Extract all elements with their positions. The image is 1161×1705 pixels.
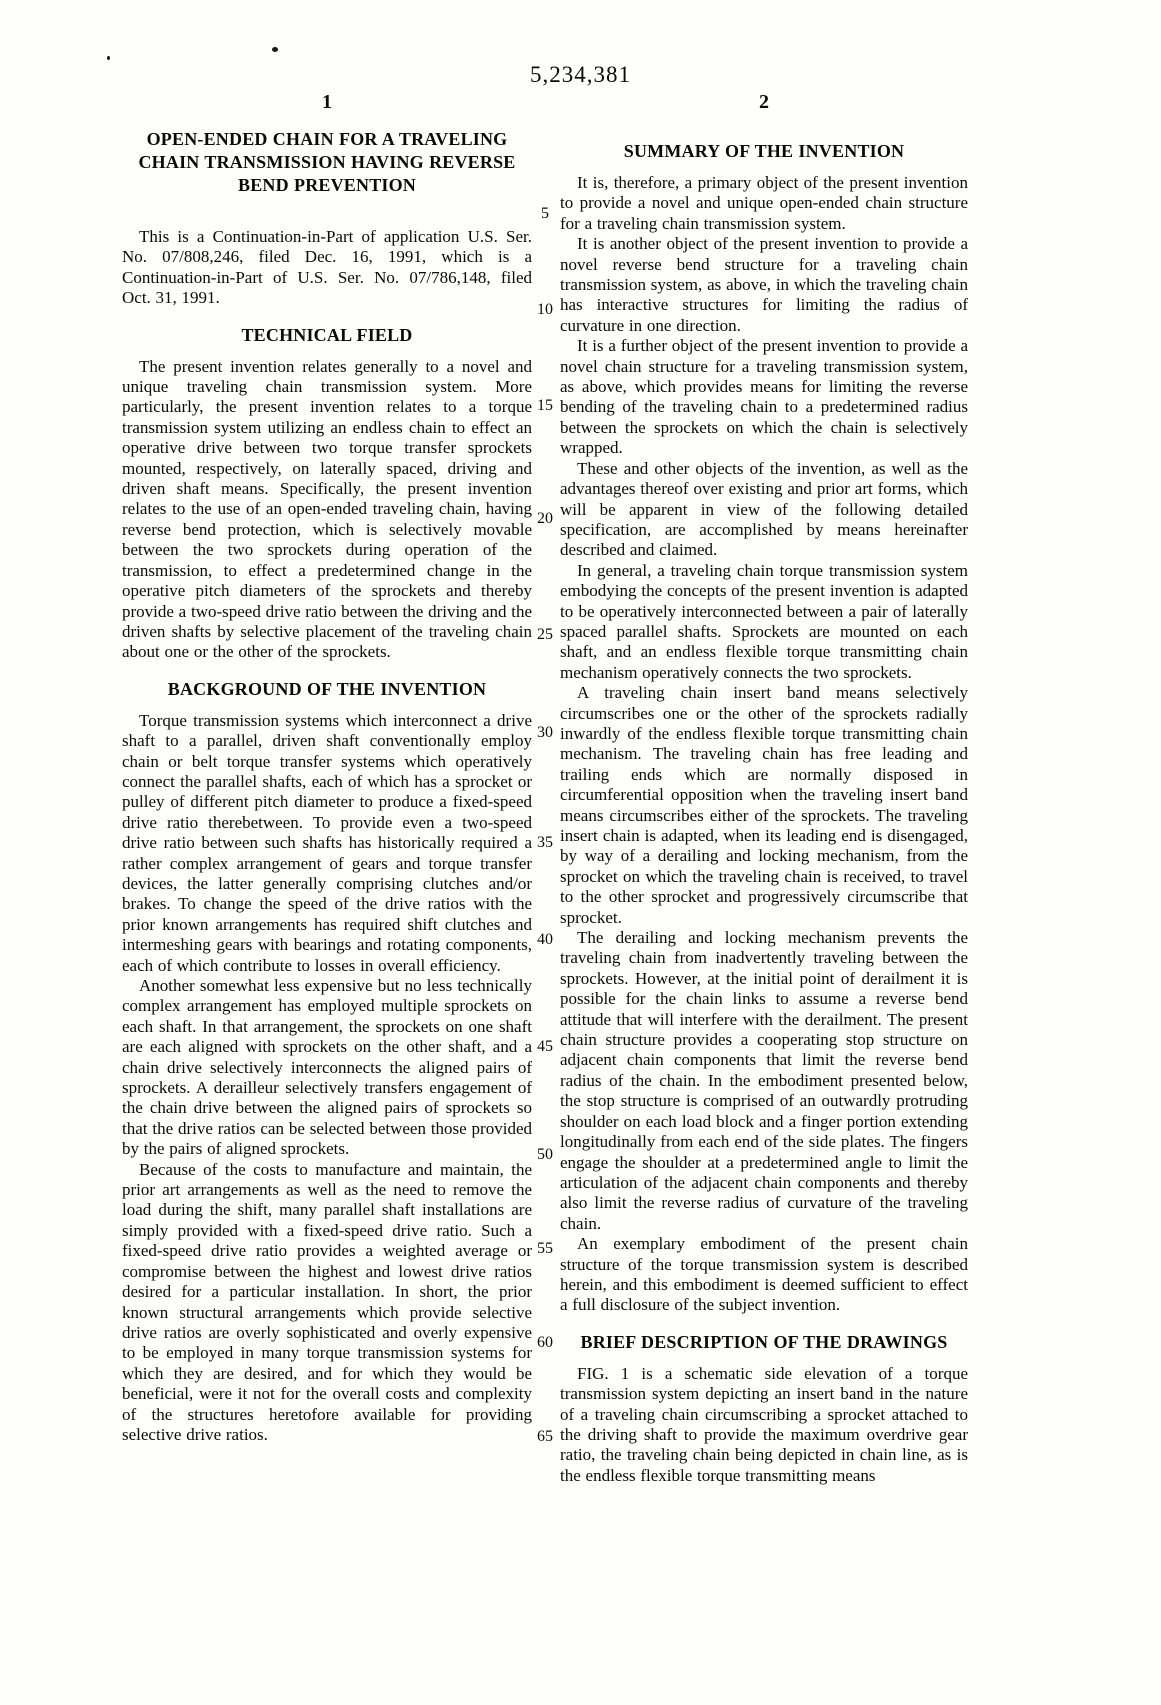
- line-number-35: 35: [537, 834, 553, 851]
- line-number-45: 45: [537, 1038, 553, 1055]
- paragraph: A traveling chain insert band means selectively circumscribes one or the other of the sprockets radially inwardly of the endless flexible torque transmitting chain mechanism. The traveling chain has free leading and trailing ends which are normally disposed in circumferential opposition when the traveling insert band means circumscribes either of the sprockets. The traveling insert chain is adapted, when its leading end is disengaged, by way of a derailing and locking mechanism, from the sprocket on which the traveling chain is received, to travel to the other sprocket and progressively circumscribe that sprocket.: [560, 683, 968, 927]
- patent-number: 5,234,381: [530, 62, 631, 87]
- column-number-1: 1: [322, 91, 332, 113]
- line-number-20: 20: [537, 510, 553, 527]
- paragraph: FIG. 1 is a schematic side elevation of a torque transmission system depicting an insert band in the nature of a traveling chain circumscribing a sprocket attached to the driving shaft to provide the maximum overdrive gear ratio, the traveling chain being depicted in chain line, as is the endless flexible torque transmitting means: [560, 1363, 968, 1485]
- line-number-15: 15: [537, 397, 553, 414]
- scan-speck: [107, 56, 110, 60]
- paragraph: This is a Continuation-in-Part of application U.S. Ser. No. 07/808,246, filed Dec. 16, 1991, which is a Continuation-in-Part of U.S. Ser. No. 07/786,148, filed Oct. 31, 1991.: [122, 227, 532, 308]
- paragraph: Torque transmission systems which interconnect a drive shaft to a parallel, driven shaft conventionally employ chain or belt torque transfer systems which operatively connect the parallel shafts, each of which has a sprocket or pulley of different pitch diameter to produce a fixed-speed drive ratio therebetween. To provide even a two-speed drive ratio between such shafts has historically required a rather complex arrangement of gears and torque transfer devices, the latter generally comprising clutches and/or brakes. To change the speed of the drive ratios with the prior known arrangements has required shift clutches and intermeshing gears with bearings and rotating components, each of which contribute to losses in overall efficiency.: [122, 710, 532, 975]
- line-number-60: 60: [537, 1334, 553, 1351]
- paragraph: The present invention relates generally to a novel and unique traveling chain transmission system. More particularly, the present invention relates to a torque transmission system utilizing an endless chain to effect an operative drive between two torque transfer sprockets mounted, respectively, on laterally spaced, driving and driven shaft means. Specifically, the present invention relates to the use of an open-ended traveling chain, having reverse bend protection, which is selectively movable between the two sprockets during operation of the transmission, to effect a predetermined change in the operative pitch diameters of the sprockets and thereby provide a two-speed drive ratio between the driving and the driven shafts by selective placement of the traveling chain about one or the other of the sprockets.: [122, 356, 533, 662]
- paragraph: It is, therefore, a primary object of the present invention to provide a novel and unique open-ended chain structure for a traveling chain transmission system.: [560, 173, 968, 233]
- section-heading: SUMMARY OF THE INVENTION: [623, 141, 905, 161]
- line-number-5: 5: [541, 205, 549, 222]
- column-2-text: [560, 140, 968, 1486]
- line-number-55: 55: [537, 1240, 553, 1257]
- paragraph: It is a further object of the present invention to provide a novel chain structure for a traveling transmission system, as above, which provides means for limiting the reverse bending of the traveling chain to a predetermined radius between the sprockets on which the chain is selectively wrapped.: [560, 336, 968, 458]
- section-heading: TECHNICAL FIELD: [241, 324, 413, 345]
- section-heading: BRIEF DESCRIPTION OF THE DRAWINGS: [580, 1331, 948, 1352]
- section-heading: BACKGROUND OF THE INVENTION: [167, 678, 487, 699]
- paragraph: An exemplary embodiment of the present chain structure of the torque transmission system is described herein, and this embodiment is deemed sufficient to effect a full disclosure of the subject invention.: [560, 1234, 968, 1315]
- column-number-2: 2: [759, 91, 769, 113]
- paragraph: In general, a traveling chain torque transmission system embodying the concepts of the present invention is adapted to be operatively interconnected between a pair of laterally spaced parallel shafts. Sprockets are mounted on each shaft, and an endless flexible torque transmitting chain mechanism operatively connects the two sprockets.: [560, 560, 968, 682]
- line-number-50: 50: [537, 1146, 553, 1163]
- line-number-30: 30: [537, 724, 553, 741]
- scan-speck: [272, 47, 278, 52]
- paragraph: Because of the costs to manufacture and maintain, the prior art arrangements as well as the need to remove the load during the shift, many parallel shaft installations are simply provided with a fixed-speed drive ratio. Such a fixed-speed drive ratio provides a weighted average or compromise between the highest and lowest drive ratios desired for a particular installation. In short, the prior known structural arrangements which provide selective drive ratios are overly sophisticated and overly expensive to be employed in many torque transmission systems for which they are desired, and for which they would be beneficial, were it not for the overall costs and complexity of the structures heretofore available for providing selective drive ratios.: [122, 1159, 532, 1444]
- paragraph: These and other objects of the invention, as well as the advantages thereof over existing and prior art forms, which will be apparent in view of the following detailed specification, are accomplished by means hereinafter described and claimed.: [560, 458, 968, 560]
- line-number-10: 10: [537, 301, 553, 318]
- paragraph: Another somewhat less expensive but no less technically complex arrangement has employed multiple sprockets on each shaft. In that arrangement, the sprockets on one shaft are each aligned with sprockets on the other shaft, and a chain drive selectively interconnects the aligned pairs of sprockets. A derailleur selectively transfers engagement of the chain drive between the aligned pairs of sprockets so that the drive ratios can be selected between those provided by the pairs of aligned sprockets.: [122, 976, 532, 1159]
- line-number-65: 65: [537, 1428, 553, 1445]
- paragraph: The derailing and locking mechanism prevents the traveling chain from inadvertently traveling between the sprockets. However, at the initial point of derailment it is possible for the chain links to assume a reverse bend attitude that will interfere with the derailment. The present chain structure provides a cooperating stop structure on adjacent chain components that limit the reverse bend radius of the chain. In the embodiment presented below, the stop structure is comprised of an outwardly protruding shoulder on each load block and a finger portion extending longitudinally from each end of the side plates. The fingers engage the shoulder at a predetermined angle to limit the articulation of the adjacent chain components and thereby also limit the reverse radius of curvature of the traveling chain.: [560, 928, 968, 1233]
- paragraph: It is another object of the present invention to provide a novel reverse bend structure for a traveling chain transmission system, as above, in which the traveling chain has interactive structures for limiting the radius of curvature in one direction.: [560, 234, 968, 335]
- patent-title: OPEN-ENDED CHAIN FOR A TRAVELING CHAIN TRANSMISSION HAVING REVERSE BEND PREVENTION: [138, 129, 516, 195]
- line-number-40: 40: [537, 931, 553, 948]
- column-1-text: [122, 128, 532, 1445]
- line-number-25: 25: [537, 626, 553, 643]
